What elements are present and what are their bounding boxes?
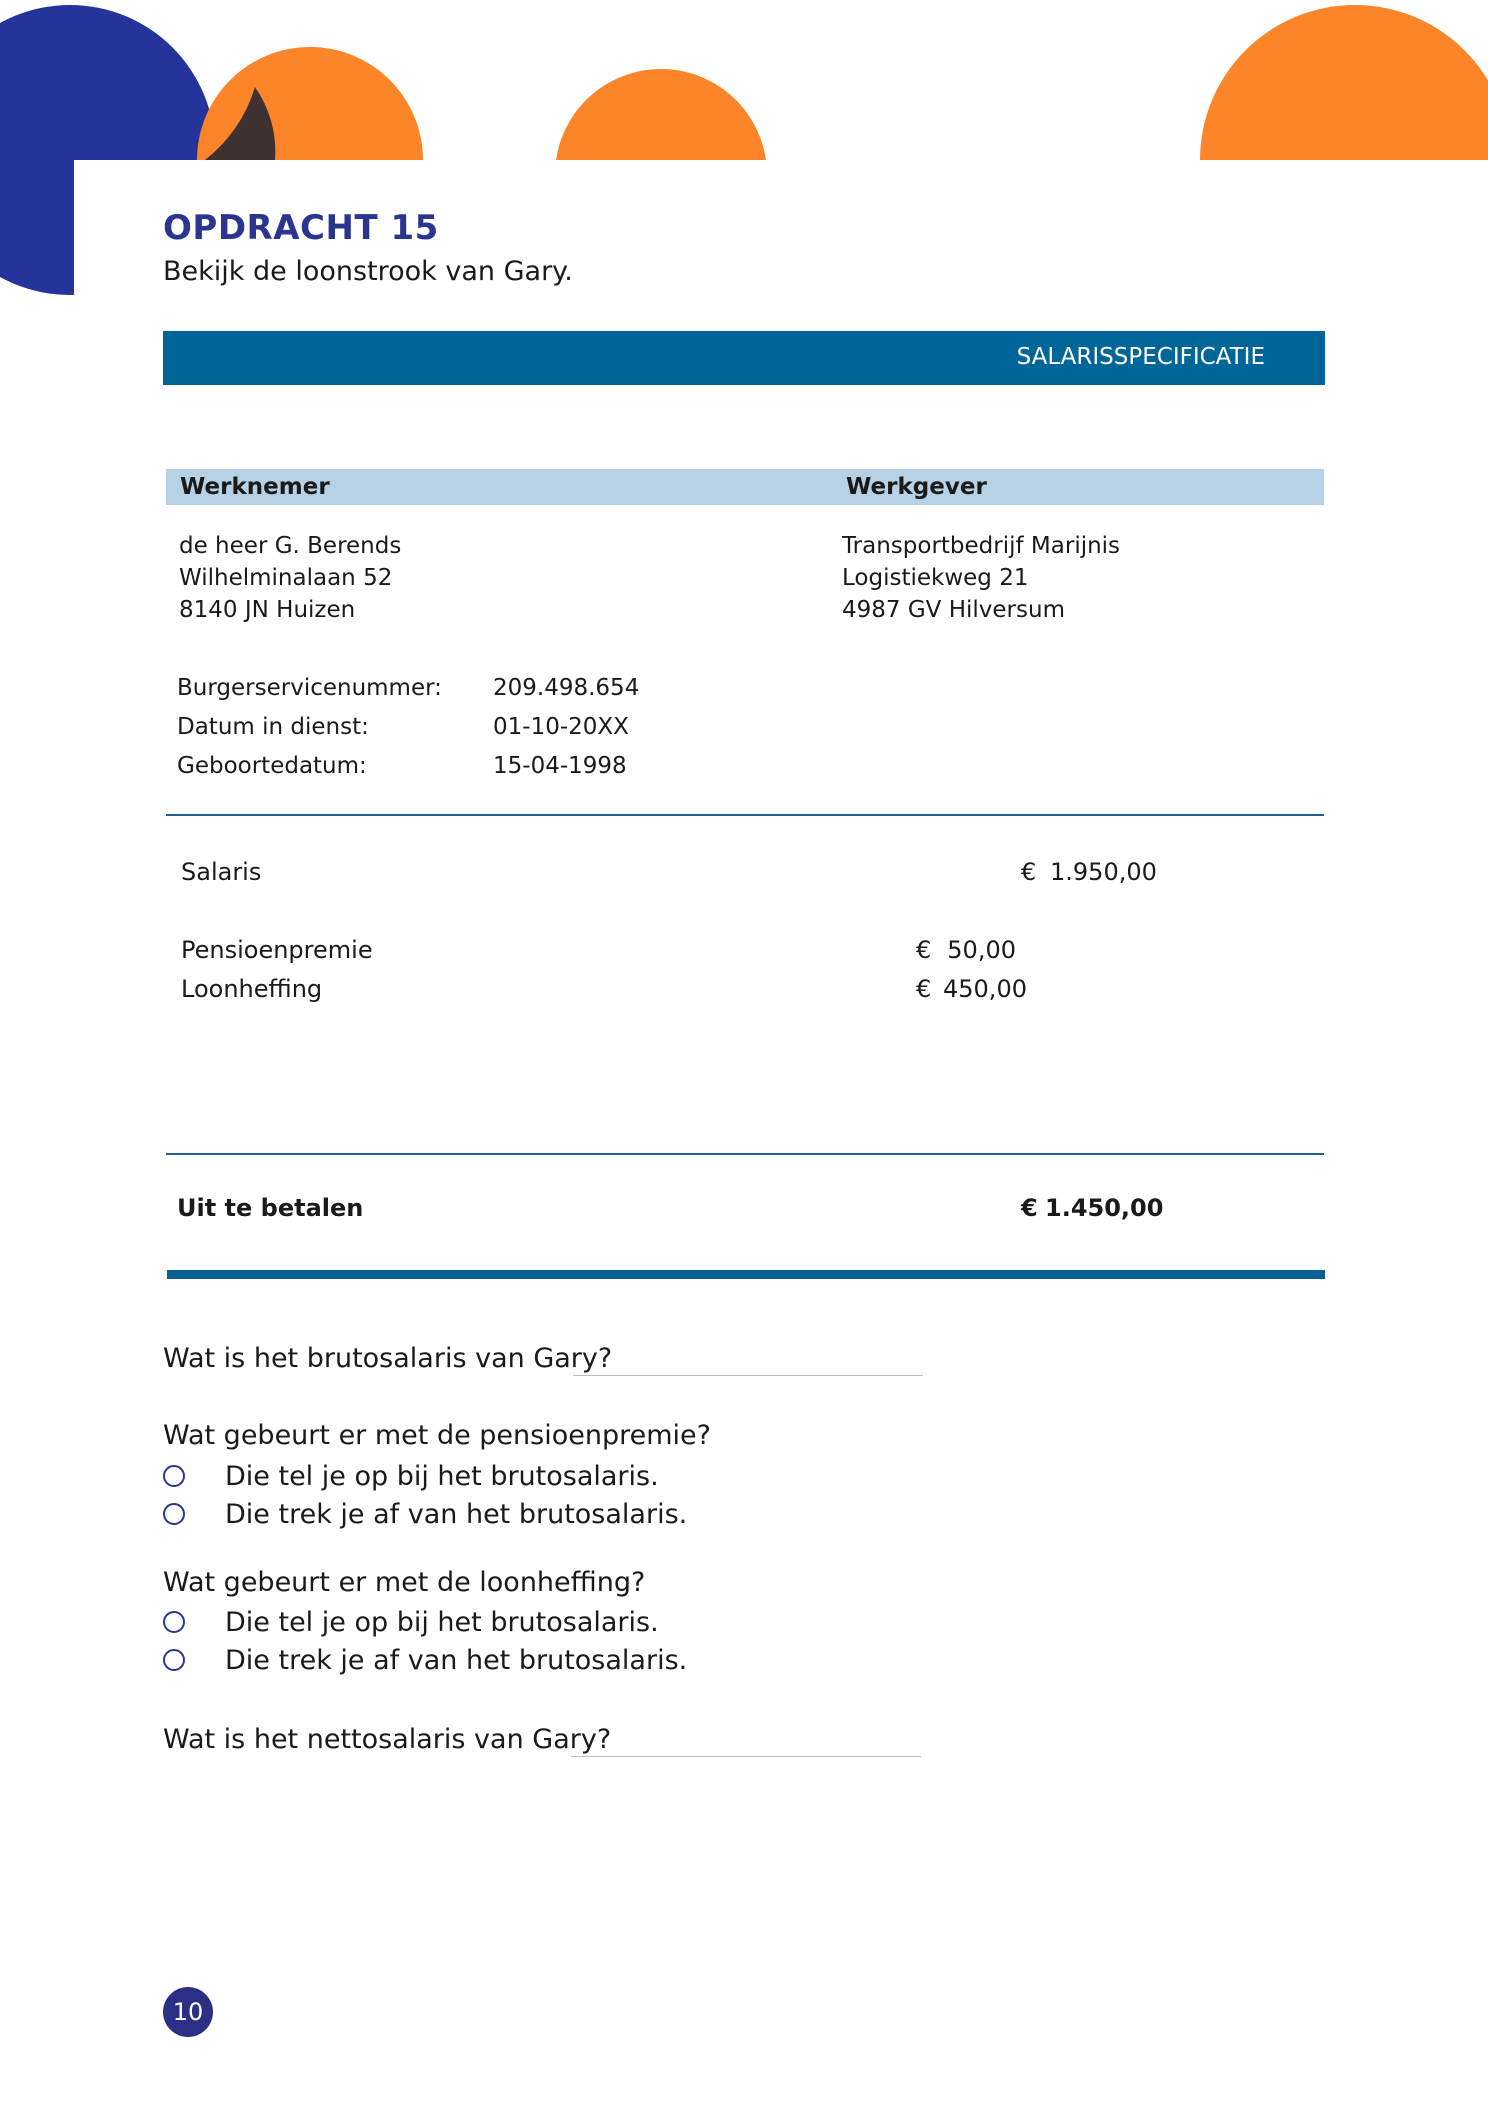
answer-line-net-salary[interactable] (571, 1756, 921, 1757)
question-net-salary: Wat is het nettosalaris van Gary? (163, 1724, 612, 1755)
divider-thick (167, 1270, 1325, 1279)
employer-address (842, 530, 1120, 626)
wage-tax-currency: € (916, 975, 932, 1003)
party-header-row (166, 469, 1324, 505)
birth-date-label: Geboortedatum: (177, 753, 367, 779)
birth-date-value: 15-04-1998 (493, 753, 627, 779)
option-pension-subtract[interactable] (163, 1497, 687, 1531)
page-title: OPDRACHT 15 (163, 208, 439, 248)
option-wage-tax-add[interactable] (163, 1605, 659, 1639)
radio-wage-tax-subtract[interactable] (163, 1649, 185, 1671)
payslip-banner-label: SALARISSPECIFICATIE (1016, 344, 1265, 370)
option-pension-add[interactable] (163, 1459, 659, 1493)
employee-address (179, 530, 401, 626)
employer-city: 4987 GV Hilversum (842, 597, 1065, 623)
radio-pension-subtract[interactable] (163, 1503, 185, 1525)
start-date-label: Datum in dienst: (177, 714, 369, 740)
start-date-value: 01-10-20XX (493, 714, 629, 740)
wage-tax-label: Loonheffing (181, 975, 323, 1003)
question-wage-tax: Wat gebeurt er met de loonheffing? (163, 1567, 646, 1598)
salary-amount: 1.950,00 (1050, 858, 1157, 886)
radio-pension-add[interactable] (163, 1465, 185, 1487)
pension-currency: € (916, 936, 932, 964)
salary-label: Salaris (181, 858, 262, 886)
option-wage-tax-subtract-label: Die trek je af van het brutosalaris. (225, 1644, 688, 1676)
payslip-banner (163, 331, 1325, 385)
total-label: Uit te betalen (177, 1194, 364, 1222)
salary-currency: € (1021, 858, 1037, 886)
page-number: 10 (172, 1998, 204, 2026)
option-pension-subtract-label: Die trek je af van het brutosalaris. (225, 1498, 688, 1530)
option-wage-tax-add-label: Die tel je op bij het brutosalaris. (225, 1606, 659, 1638)
pension-amount: 50,00 (947, 936, 1016, 964)
employee-heading: Werknemer (180, 474, 330, 500)
bsn-label: Burgerservicenummer: (177, 675, 442, 701)
pension-label: Pensioenpremie (181, 936, 373, 964)
decorative-shapes (0, 0, 1488, 300)
employee-street: Wilhelminalaan 52 (179, 565, 393, 591)
wage-tax-amount: 450,00 (943, 975, 1027, 1003)
question-gross-salary: Wat is het brutosalaris van Gary? (163, 1343, 613, 1374)
radio-wage-tax-add[interactable] (163, 1611, 185, 1633)
question-pension: Wat gebeurt er met de pensioenpremie? (163, 1420, 711, 1451)
page-number-badge (163, 1987, 213, 2037)
option-wage-tax-subtract[interactable] (163, 1643, 687, 1677)
employer-name: Transportbedrijf Marijnis (842, 533, 1121, 559)
instruction-text: Bekijk de loonstrook van Gary. (163, 256, 573, 287)
total-amount: 1.450,00 (1045, 1194, 1164, 1222)
employer-heading: Werkgever (846, 474, 987, 500)
option-pension-add-label: Die tel je op bij het brutosalaris. (225, 1460, 659, 1492)
total-currency: € (1021, 1194, 1038, 1222)
employee-name: de heer G. Berends (179, 533, 402, 559)
divider-top (166, 814, 1324, 816)
employer-street: Logistiekweg 21 (842, 565, 1029, 591)
divider-bottom (166, 1153, 1324, 1155)
bsn-value: 209.498.654 (493, 675, 640, 701)
answer-line-gross-salary[interactable] (573, 1375, 923, 1376)
employee-city: 8140 JN Huizen (179, 597, 356, 623)
